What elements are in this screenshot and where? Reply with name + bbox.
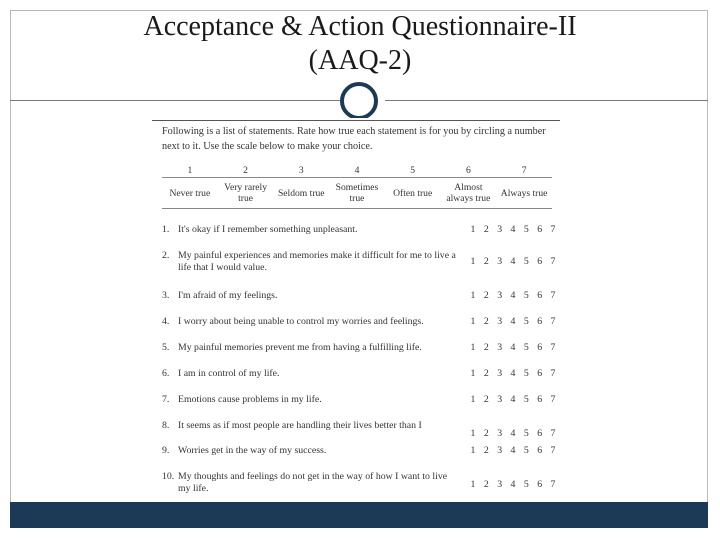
item-number: 4. — [162, 316, 170, 327]
questionnaire-instructions: Following is a list of statements. Rate how true each statement is for you by circling a number next to it. Use the scale below to make your choice. — [162, 126, 546, 152]
scale-label: Seldom true — [273, 178, 329, 209]
rating-option: 5 — [523, 394, 529, 405]
scale-number: 4 — [329, 163, 385, 178]
rating-option: 5 — [523, 224, 529, 235]
slide-title-line-1: Acceptance & Action Questionnaire-II — [143, 11, 577, 42]
rating-option: 1 — [470, 428, 476, 439]
item-number: 2. — [162, 250, 170, 261]
slide-title-line-2: (AAQ-2) — [308, 45, 412, 76]
scale-number: 7 — [496, 163, 552, 178]
item-statement: I'm afraid of my feelings. — [178, 290, 278, 301]
rating-option: 4 — [510, 342, 516, 353]
rating-option: 1 — [470, 316, 476, 327]
rating-option: 2 — [483, 342, 489, 353]
item-rating-options — [468, 290, 558, 302]
scale-label: Never true — [162, 178, 218, 209]
item-number: 3. — [162, 290, 170, 301]
title-divider-right — [385, 100, 708, 101]
item-statement: Worries get in the way of my success. — [178, 445, 327, 456]
item-number: 1. — [162, 224, 170, 235]
item-rating-options — [468, 479, 558, 491]
rating-option: 3 — [497, 316, 503, 327]
rating-option: 7 — [550, 224, 556, 235]
rating-option: 5 — [523, 316, 529, 327]
rating-option: 1 — [470, 290, 476, 301]
item-statement: My thoughts and feelings do not get in the way of how I want to live my life. — [178, 471, 448, 494]
rating-option: 2 — [483, 256, 489, 267]
item-statement: My painful memories prevent me from having a fulfilling life. — [178, 342, 422, 353]
rating-option: 3 — [497, 224, 503, 235]
rating-option: 4 — [510, 316, 516, 327]
rating-option: 2 — [483, 224, 489, 235]
rating-option: 4 — [510, 224, 516, 235]
rating-option: 2 — [483, 445, 489, 456]
item-number: 6. — [162, 368, 170, 379]
rating-option: 1 — [470, 445, 476, 456]
rating-option: 3 — [497, 479, 503, 490]
item-statement: It's okay if I remember something unpleasant. — [178, 224, 358, 235]
scale-label: Always true — [496, 178, 552, 209]
rating-option: 3 — [497, 428, 503, 439]
item-statement: I worry about being unable to control my worries and feelings. — [178, 316, 424, 327]
item-rating-options — [468, 224, 558, 236]
item-rating-options — [468, 256, 558, 268]
rating-option: 3 — [497, 256, 503, 267]
rating-option: 5 — [523, 445, 529, 456]
item-statement: My painful experiences and memories make it difficult for me to live a life that I would value. — [178, 250, 456, 273]
footer-bar — [10, 502, 708, 528]
document-top-rule — [152, 120, 560, 121]
rating-option: 5 — [523, 256, 529, 267]
rating-option: 7 — [550, 479, 556, 490]
rating-option: 6 — [537, 445, 543, 456]
rating-option: 6 — [537, 394, 543, 405]
item-statement: It seems as if most people are handling their lives better than I — [178, 420, 422, 431]
item-rating-options — [468, 394, 558, 406]
item-rating-options — [468, 428, 558, 440]
rating-option: 5 — [523, 479, 529, 490]
rating-option: 3 — [497, 290, 503, 301]
rating-option: 6 — [537, 290, 543, 301]
rating-option: 4 — [510, 256, 516, 267]
rating-option: 5 — [523, 428, 529, 439]
scale-number: 5 — [385, 163, 441, 178]
rating-option: 6 — [537, 428, 543, 439]
rating-option: 1 — [470, 256, 476, 267]
item-number: 7. — [162, 394, 170, 405]
rating-option: 2 — [483, 368, 489, 379]
item-number: 5. — [162, 342, 170, 353]
rating-option: 6 — [537, 368, 543, 379]
scale-label: Often true — [385, 178, 441, 209]
scale-label: Sometimes true — [329, 178, 385, 209]
rating-option: 6 — [537, 342, 543, 353]
rating-option: 4 — [510, 479, 516, 490]
rating-option: 7 — [550, 256, 556, 267]
divider-ring-ornament — [340, 82, 378, 120]
rating-option: 7 — [550, 316, 556, 327]
scale-number: 3 — [273, 163, 329, 178]
rating-option: 4 — [510, 428, 516, 439]
scale-label: Very rarely true — [218, 178, 274, 209]
rating-option: 7 — [550, 290, 556, 301]
item-rating-options — [468, 342, 558, 354]
rating-option: 1 — [470, 479, 476, 490]
rating-option: 3 — [497, 342, 503, 353]
rating-option: 4 — [510, 290, 516, 301]
rating-option: 1 — [470, 368, 476, 379]
rating-option: 6 — [537, 479, 543, 490]
rating-option: 5 — [523, 342, 529, 353]
rating-option: 4 — [510, 368, 516, 379]
item-rating-options — [468, 368, 558, 380]
rating-option: 7 — [550, 368, 556, 379]
rating-option: 7 — [550, 342, 556, 353]
rating-option: 5 — [523, 290, 529, 301]
item-statement: Emotions cause problems in my life. — [178, 394, 322, 405]
slide-title — [0, 10, 720, 78]
rating-option: 4 — [510, 394, 516, 405]
rating-option: 1 — [470, 224, 476, 235]
rating-option: 2 — [483, 290, 489, 301]
item-rating-options — [468, 316, 558, 328]
rating-option: 6 — [537, 316, 543, 327]
scale-label: Almost always true — [441, 178, 497, 209]
scale-number: 6 — [441, 163, 497, 178]
rating-scale-table — [162, 163, 552, 209]
questionnaire-document — [148, 118, 562, 502]
rating-option: 1 — [470, 342, 476, 353]
rating-option: 3 — [497, 445, 503, 456]
rating-option: 6 — [537, 224, 543, 235]
rating-option: 7 — [550, 445, 556, 456]
scale-number: 1 — [162, 163, 218, 178]
item-number: 10. — [162, 471, 175, 482]
item-rating-options — [468, 445, 558, 457]
rating-option: 3 — [497, 394, 503, 405]
scale-number: 2 — [218, 163, 274, 178]
rating-option: 5 — [523, 368, 529, 379]
rating-option: 1 — [470, 394, 476, 405]
item-statement: I am in control of my life. — [178, 368, 280, 379]
rating-option: 2 — [483, 479, 489, 490]
title-divider-left — [10, 100, 340, 101]
item-number: 9. — [162, 445, 170, 456]
rating-option: 2 — [483, 428, 489, 439]
rating-option: 3 — [497, 368, 503, 379]
rating-option: 4 — [510, 445, 516, 456]
rating-option: 6 — [537, 256, 543, 267]
rating-option: 2 — [483, 394, 489, 405]
rating-option: 2 — [483, 316, 489, 327]
rating-option: 7 — [550, 428, 556, 439]
item-number: 8. — [162, 420, 170, 431]
rating-option: 7 — [550, 394, 556, 405]
